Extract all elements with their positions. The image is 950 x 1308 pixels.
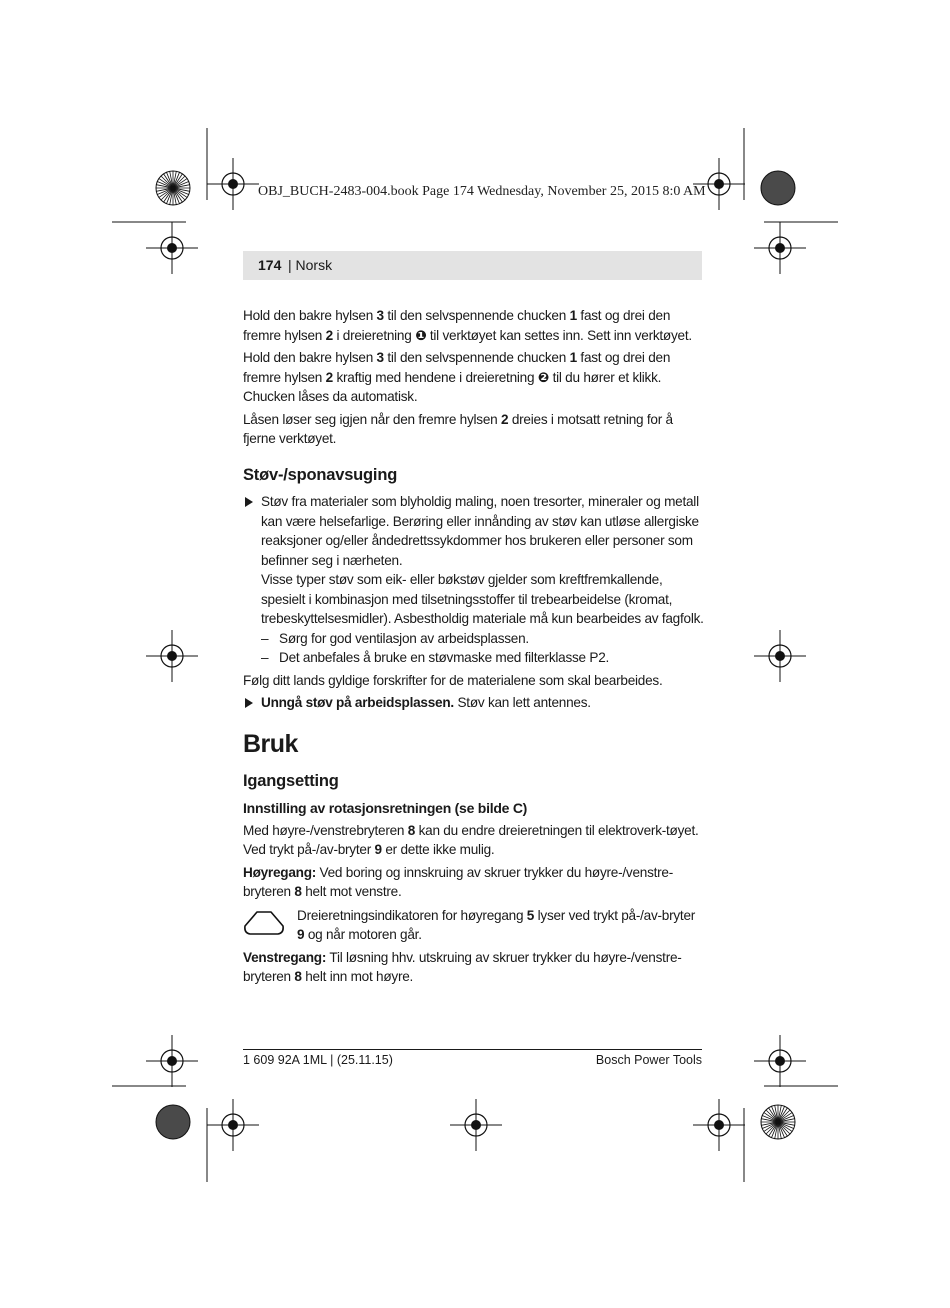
dash-item-text: Det anbefales å bruke en støvmaske med filterklasse P2. <box>279 650 610 665</box>
text-run: dreies i motsatt retning for å fjerne verktøyet. <box>243 411 673 446</box>
bold-text-run: Høyregang: <box>243 864 317 880</box>
dash-marker: – <box>261 650 269 665</box>
text-run: Med høyre-/venstrebryteren <box>243 822 408 838</box>
note-text <box>297 906 705 945</box>
bold-text-run: Venstregang: <box>243 949 327 965</box>
note-icon <box>243 910 285 936</box>
bullet-text-2: Visse typer støv som eik- eller bøkstøv gjelder som kreftfremkallende, spesielt i kombinasjon med tilsetningsstoffer til trebearbeidelse (kromat, trebeskyttelsesmidler). Asbestholdig materiale må kun bearbeides av fagfolk. <box>261 572 704 626</box>
text-run: Hold den bakre hylsen <box>243 350 377 365</box>
bold-text-run: 8 <box>407 822 416 838</box>
main-content <box>243 306 705 990</box>
note-block <box>243 906 705 945</box>
bullet-triangle-icon <box>245 497 253 507</box>
text-run: kan du endre dreieretningen til elektroverk-tøyet. Ved trykt på-/av-bryter <box>243 822 699 857</box>
text-run: Hold den bakre hylsen <box>243 308 377 323</box>
page-language: Norsk <box>295 257 333 273</box>
bold-text-run: 2 <box>501 411 509 427</box>
text-run: i dreieretning <box>332 327 416 343</box>
warning-bullet-avoid-dust <box>243 693 705 713</box>
bold-text-run: 8 <box>294 884 302 899</box>
section-heading-igangsetting: Igangsetting <box>243 771 339 790</box>
paragraph <box>243 948 705 987</box>
page-number: 174 <box>258 257 282 273</box>
print-header: OBJ_BUCH-2483-004.book Page 174 Wednesday, November 25, 2015 8:0 AM <box>258 184 706 199</box>
bold-text-run: 8 <box>294 969 302 984</box>
bold-text-run: 2 <box>325 327 333 343</box>
text-run: til verktøyet kan settes inn. Sett inn verktøyet. <box>426 327 692 343</box>
bold-text-run: 3 <box>376 350 384 365</box>
text-run: Til løsning hhv. utskruing av skruer trykker du høyre-/venstre-bryteren <box>243 949 682 984</box>
bold-text-run: 1 <box>569 350 577 365</box>
text-run: helt inn mot høyre. <box>301 969 414 984</box>
text-run: Dreieretningsindikatoren for høyregang <box>297 907 527 923</box>
bullet-rest-text: Støv kan lett antennes. <box>453 695 591 710</box>
text-run: fast og drei den fremre hylsen <box>243 350 671 385</box>
bold-text-run: ❷ <box>537 369 550 385</box>
text-run: Ved boring og innskruing av skruer trykker du høyre-/venstre-bryteren <box>243 864 674 899</box>
section-heading-dust: Støv-/sponavsuging <box>243 465 398 484</box>
bullet-triangle-icon <box>245 698 253 708</box>
top-paragraphs <box>243 306 705 449</box>
text-run: til den selvspennende chucken <box>383 308 570 323</box>
text-run: helt mot venstre. <box>301 884 402 899</box>
bullet-bold-text: Unngå støv på arbeidsplassen. <box>261 695 454 710</box>
dash-item-text: Sørg for god ventilasjon av arbeidsplassen. <box>279 630 529 646</box>
paragraph <box>243 348 705 407</box>
bold-text-run: 2 <box>325 369 333 385</box>
bold-text-run: 9 <box>297 927 305 942</box>
footer-brand: Bosch Power Tools <box>595 1053 702 1067</box>
text-run: kraftig med hendene i dreieretning <box>332 369 538 385</box>
page-header-band <box>243 251 702 280</box>
dash-item <box>261 629 705 649</box>
text-run: til du hører et klikk. Chucken låses da automatisk. <box>243 369 662 404</box>
paragraph <box>243 410 705 449</box>
text-run: lyser ved trykt på-/av-bryter <box>534 907 696 923</box>
footer-doc-id: 1 609 92A 1ML | (25.11.15) <box>243 1053 393 1067</box>
paragraph <box>243 306 705 345</box>
paragraph <box>243 821 705 860</box>
text-run: fast og drei den fremre hylsen <box>243 308 671 343</box>
bold-text-run: 5 <box>526 907 535 923</box>
warning-bullet-dust <box>243 492 705 668</box>
page-language-wrap <box>288 257 332 273</box>
dash-marker: – <box>261 630 269 646</box>
bold-text-run: 9 <box>374 842 382 857</box>
bold-text-run: ❶ <box>415 327 427 343</box>
chapter-heading-bruk: Bruk <box>243 729 298 758</box>
follow-regulations-text: Følg ditt lands gyldige forskrifter for de materialene som skal bearbeides. <box>243 672 663 688</box>
text-run: og når motoren går. <box>304 927 422 942</box>
paragraph <box>243 863 705 902</box>
text-run: Låsen løser seg igjen når den fremre hylsen <box>243 411 501 427</box>
dash-item <box>261 648 705 668</box>
bold-text-run: 3 <box>376 308 384 323</box>
subsection-heading-rotation: Innstilling av rotasjonsretningen (se bilde C) <box>243 800 528 816</box>
bold-text-run: 1 <box>569 308 577 323</box>
footer-rule <box>243 1049 702 1050</box>
text-run: til den selvspennende chucken <box>383 350 570 365</box>
bullet-text: Støv fra materialer som blyholdig maling, noen tresorter, mineraler og metall kan være helsefarlige. Berøring eller innånding av støv kan utløse allergiske reaksjoner og/eller åndedrettssykdommer hos brukeren eller personer som befinner seg i nærheten. <box>261 494 699 568</box>
header-separator: | <box>288 257 296 273</box>
text-run: er dette ikke mulig. <box>381 842 495 857</box>
